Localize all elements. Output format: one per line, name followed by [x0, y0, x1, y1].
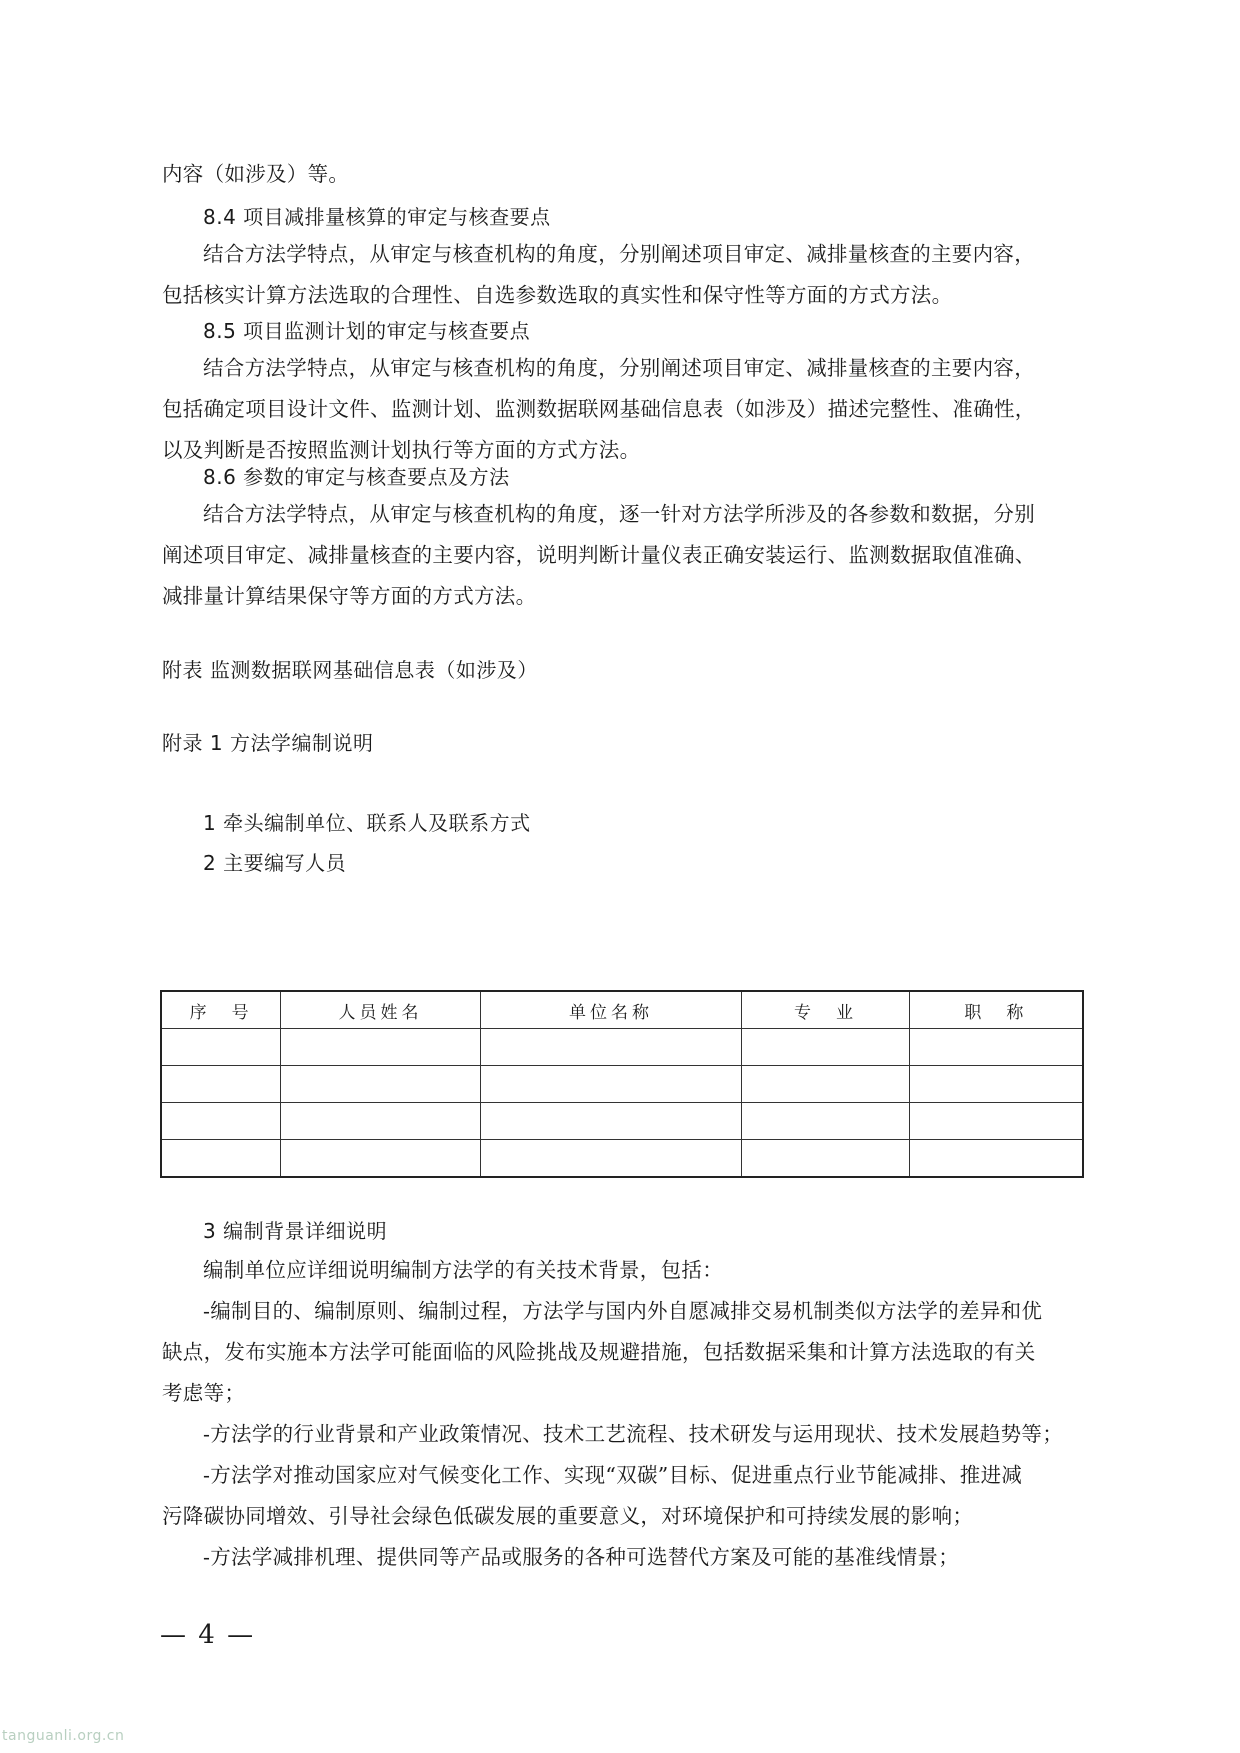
table-cell: [742, 1140, 910, 1178]
table-cell: [480, 1140, 741, 1178]
header-serial-no: 序 号: [161, 991, 281, 1029]
paragraph-line: -方法学对推动国家应对气候变化工作、实现“双碳”目标、促进重点行业节能减排、推进减: [203, 1463, 1023, 1487]
page-number: — 4 —: [160, 1620, 256, 1650]
paragraph-line: 以及判断是否按照监测计划执行等方面的方式方法。: [162, 438, 641, 462]
table-cell: [281, 1103, 481, 1140]
table-cell: [480, 1029, 741, 1066]
table-cell: [161, 1029, 281, 1066]
table-cell: [742, 1103, 910, 1140]
table-cell: [909, 1066, 1083, 1103]
table-row: [161, 1103, 1083, 1140]
attached-table-title: 附表 监测数据联网基础信息表（如涉及）: [162, 658, 538, 682]
paragraph-line: 编制单位应详细说明编制方法学的有关技术背景，包括：: [203, 1258, 723, 1282]
paragraph-line: 考虑等；: [162, 1381, 246, 1405]
table-cell: [742, 1066, 910, 1103]
paragraph-line: 内容（如涉及）等。: [162, 162, 350, 186]
appendix-item-2: 2 主要编写人员: [203, 851, 347, 875]
section-8-6-title: 8.6 参数的审定与核查要点及方法: [203, 465, 510, 489]
table-row: [161, 1140, 1083, 1178]
section-8-4-paragraph: [162, 234, 1092, 316]
table-cell: [281, 1066, 481, 1103]
table-cell: [281, 1140, 481, 1178]
table-cell: [281, 1029, 481, 1066]
header-organization: 单位名称: [480, 991, 741, 1029]
appendix-item-1: 1 牵头编制单位、联系人及联系方式: [203, 811, 531, 835]
paragraph-line: 结合方法学特点，从审定与核查机构的角度，分别阐述项目审定、减排量核查的主要内容，: [203, 356, 1035, 380]
paragraph-line: 污降碳协同增效、引导社会绿色低碳发展的重要意义，对环境保护和可持续发展的影响；: [162, 1504, 974, 1528]
section-8-4-title: 8.4 项目减排量核算的审定与核查要点: [203, 205, 551, 229]
paragraph-line: -方法学减排机理、提供同等产品或服务的各种可选替代方案及可能的基准线情景；: [203, 1545, 960, 1569]
section-8-5-title: 8.5 项目监测计划的审定与核查要点: [203, 319, 531, 343]
table-cell: [161, 1140, 281, 1178]
section-8-6-paragraph: [162, 494, 1092, 617]
table-cell: [909, 1103, 1083, 1140]
paragraph-line: 缺点，发布实施本方法学可能面临的风险挑战及规避措施，包括数据采集和计算方法选取的有关: [162, 1340, 1036, 1364]
table-cell: [161, 1066, 281, 1103]
paragraph-line: 减排量计算结果保守等方面的方式方法。: [162, 584, 537, 608]
table-cell: [480, 1066, 741, 1103]
background-paragraph: [162, 1250, 1092, 1578]
header-specialty: 专 业: [742, 991, 910, 1029]
table-row: [161, 1066, 1083, 1103]
authors-table: [160, 990, 1084, 1178]
paragraph-line: -编制目的、编制原则、编制过程，方法学与国内外自愿减排交易机制类似方法学的差异和优: [203, 1299, 1043, 1323]
table-cell: [161, 1103, 281, 1140]
header-person-name: 人员姓名: [281, 991, 481, 1029]
paragraph-line: 结合方法学特点，从审定与核查机构的角度，分别阐述项目审定、减排量核查的主要内容，: [203, 242, 1035, 266]
watermark-text: tanguanli.org.cn: [2, 1728, 125, 1744]
appendix-1-title: 附录 1 方法学编制说明: [162, 731, 374, 755]
header-title: 职 称: [909, 991, 1083, 1029]
paragraph-line: 包括核实计算方法选取的合理性、自选参数选取的真实性和保守性等方面的方式方法。: [162, 283, 953, 307]
table-header-row: [161, 991, 1083, 1029]
appendix-item-3: 3 编制背景详细说明: [203, 1219, 388, 1243]
paragraph-line: 结合方法学特点，从审定与核查机构的角度，逐一针对方法学所涉及的各参数和数据，分别: [203, 502, 1035, 526]
table-cell: [742, 1029, 910, 1066]
paragraph-line: -方法学的行业背景和产业政策情况、技术工艺流程、技术研发与运用现状、技术发展趋势等；: [203, 1422, 1064, 1446]
section-8-5-paragraph: [162, 348, 1092, 471]
table-cell: [480, 1103, 741, 1140]
intro-tail-paragraph: [162, 154, 1092, 195]
table-row: [161, 1029, 1083, 1066]
table-cell: [909, 1140, 1083, 1178]
paragraph-line: 包括确定项目设计文件、监测计划、监测数据联网基础信息表（如涉及）描述完整性、准确性，: [162, 397, 1036, 421]
paragraph-line: 阐述项目审定、减排量核查的主要内容，说明判断计量仪表正确安装运行、监测数据取值准确、: [162, 543, 1036, 567]
table-cell: [909, 1029, 1083, 1066]
